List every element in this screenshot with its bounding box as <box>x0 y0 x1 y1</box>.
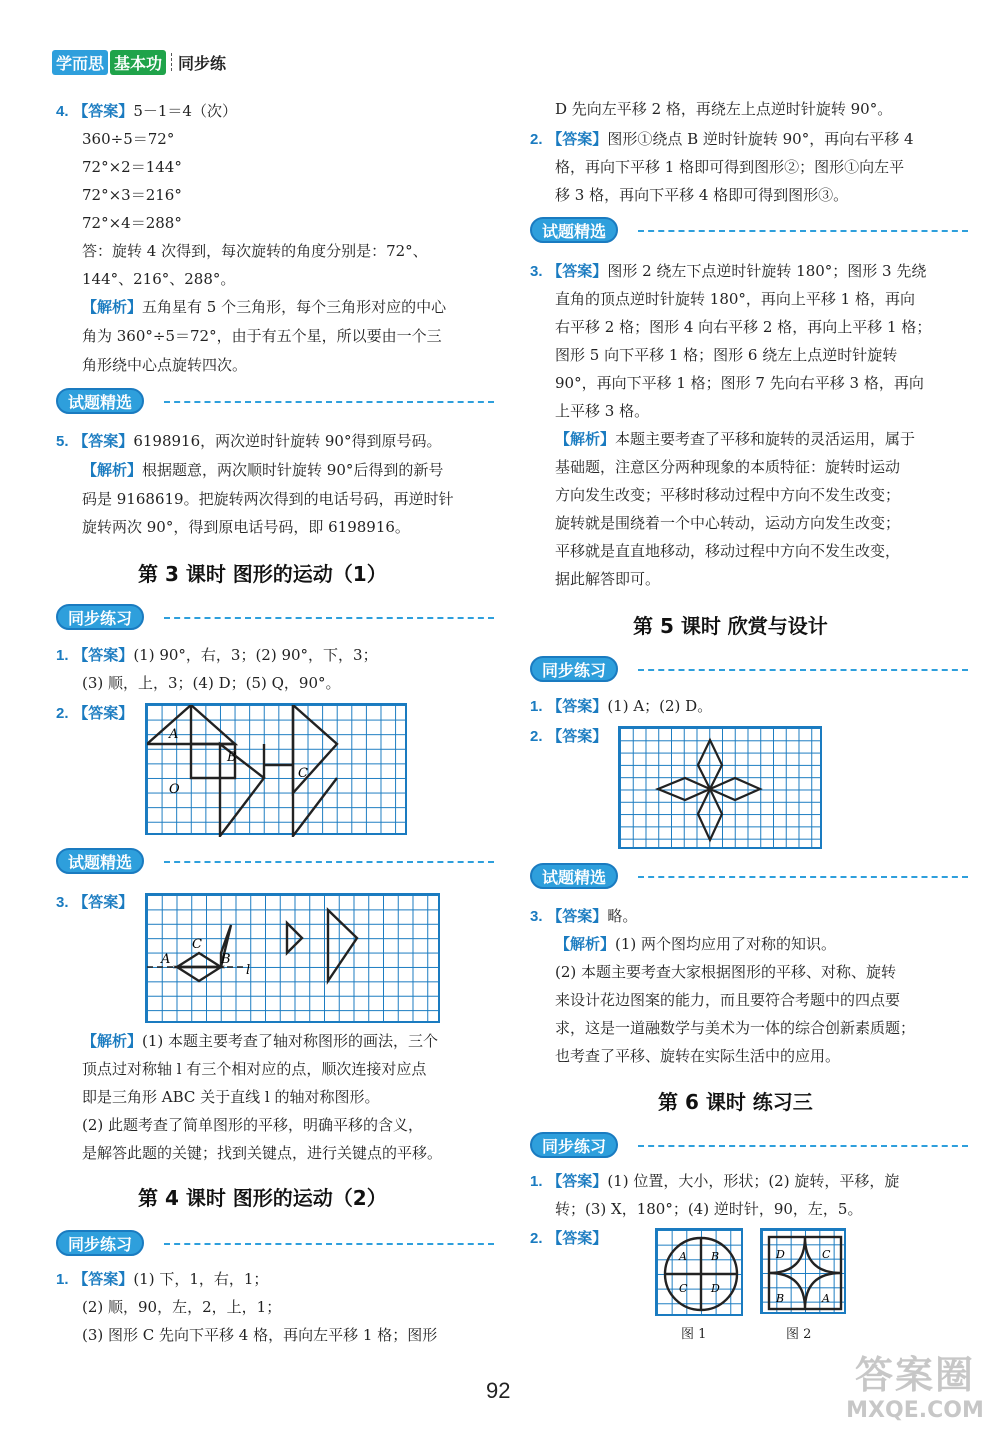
watermark-url: MXQE.COM <box>846 1398 984 1423</box>
petal-right <box>710 778 760 800</box>
figure-1-caption: 图 1 <box>681 1327 707 1342</box>
label-a: A <box>169 727 179 742</box>
l3-q1-line-1 <box>56 645 378 666</box>
l6-q1-line-2: 转；(3) X，180°；(4) 逆时针，90，左，5。 <box>555 1200 863 1218</box>
l5-q3-analysis-2: (2) 本题主要考查大家根据图形的平移、对称、旋转 <box>555 963 897 981</box>
section-label: 试题精选 <box>530 863 618 889</box>
r-q3-line-3: 右平移 2 格；图形 4 向右平移 2 格，再向上平移 1 格； <box>555 318 932 336</box>
label-d: D <box>711 1282 720 1295</box>
section-divider <box>164 401 494 403</box>
q4-analysis-text-1: 五角星有 5 个三角形，每个三角形对应的中心 <box>142 298 447 316</box>
q4-answer-line <box>56 101 237 122</box>
label-l: l <box>246 963 251 978</box>
watermark-logo: 答案圈 <box>854 1353 975 1397</box>
q5-analysis-1 <box>82 460 443 480</box>
section-practice-1 <box>56 604 496 632</box>
q5-answer: 6198916，两次逆时针旋转 90°得到原号码。 <box>133 432 442 450</box>
section-divider <box>638 230 968 232</box>
q5-answer-line <box>56 431 441 452</box>
l3-q2-shapes <box>147 705 409 837</box>
l4-q1-line-2: (2) 顺，90，左，2，上，1； <box>82 1298 282 1316</box>
r-continuation: D 先向左平移 2 格，再绕左上点逆时针旋转 90°。 <box>555 100 893 118</box>
r-q3-line-6: 上平移 3 格。 <box>555 402 650 420</box>
section-divider <box>638 669 968 671</box>
l3-q3-number: 3. <box>56 894 69 911</box>
q4-calc-2: 72°×2＝144° <box>82 158 182 176</box>
section-practice-2 <box>56 1230 496 1258</box>
answer-tag: 【答案】 <box>73 893 134 911</box>
q4-answer: 5－1＝4（次） <box>133 102 237 120</box>
analysis-tag: 【解析】 <box>555 935 616 953</box>
l5-q2-line <box>530 726 607 747</box>
q4-number: 4. <box>56 103 69 120</box>
l6-q1-number: 1. <box>530 1173 543 1190</box>
figure-2-caption: 图 2 <box>786 1327 812 1342</box>
section-divider <box>638 876 968 878</box>
label-d: D <box>776 1248 785 1261</box>
lesson-4-title: 第 4 课时 图形的运动（2） <box>138 1186 387 1210</box>
l3-analysis-3: 即是三角形 ABC 关于直线 l 的轴对称图形。 <box>82 1088 380 1106</box>
r-q3-analysis-2: 基础题，注意区分两种现象的本质特征：旋转时运动 <box>555 458 901 476</box>
l3-q1-line-2: (3) 顺，上，3；(4) D；(5) Q，90°。 <box>82 674 341 692</box>
l6-q1-text-1: (1) 位置，大小，形状；(2) 旋转，平移，旋 <box>607 1172 900 1190</box>
l3-q3-shapes <box>147 895 442 1025</box>
brand-xueersi: 学而思 <box>52 50 108 75</box>
r-q3-number: 3. <box>530 263 543 280</box>
section-divider <box>638 1145 968 1147</box>
lesson-5-title: 第 5 课时 欣赏与设计 <box>633 614 828 638</box>
l5-q3-analysis-text-1: (1) 两个图均应用了对称的知识。 <box>615 935 837 953</box>
answer-tag: 【答案】 <box>547 262 608 280</box>
l6-q2-figure-2 <box>760 1228 846 1314</box>
l5-q3-number: 3. <box>530 908 543 925</box>
l5-q3-analysis-1 <box>555 934 836 954</box>
q4-analysis-3: 角形绕中心点旋转四次。 <box>82 356 248 374</box>
section-label: 同步练习 <box>56 1230 144 1256</box>
l3-q2-grid-figure <box>145 703 407 835</box>
r-q3-analysis-6: 据此解答即可。 <box>555 570 661 588</box>
analysis-tag: 【解析】 <box>82 298 143 316</box>
r-q2-text-1: 图形①绕点 B 逆时针旋转 90°，再向右平移 4 <box>607 130 914 148</box>
figure-1-shapes <box>657 1230 745 1318</box>
label-a: A <box>822 1292 830 1305</box>
l5-q3-analysis-4: 求，这是一道融数学与美术为一体的综合创新素质题； <box>555 1019 916 1037</box>
q4-reply-2: 144°、216°、288°。 <box>82 270 236 288</box>
l5-q1-answer: (1) A；(2) D。 <box>607 697 713 715</box>
series-title: 同步练 <box>178 53 227 73</box>
answer-tag: 【答案】 <box>547 1172 608 1190</box>
answer-tag: 【答案】 <box>73 1270 134 1288</box>
l3-q1-number: 1. <box>56 647 69 664</box>
triangle-reflected <box>177 967 221 981</box>
l3-analysis-1 <box>82 1031 438 1051</box>
r-q3-text-1: 图形 2 绕左下点逆时针旋转 180°；图形 3 先绕 <box>607 262 927 280</box>
section-selected-3 <box>530 217 970 245</box>
r-q3-analysis-4: 旋转就是围绕着一个中心转动，运动方向发生改变； <box>555 514 901 532</box>
petal-left <box>658 778 710 800</box>
l3-q3-grid-figure <box>145 893 440 1023</box>
r-q3-analysis-text-1: 本题主要考查了平移和旋转的灵活运用，属于 <box>615 430 916 448</box>
r-q2-line-1 <box>530 129 914 150</box>
answer-tag: 【答案】 <box>547 130 608 148</box>
answer-tag: 【答案】 <box>547 727 608 745</box>
l5-q2-grid-figure <box>618 726 822 849</box>
l4-q1-number: 1. <box>56 1271 69 1288</box>
q4-calc-1: 360÷5＝72° <box>82 130 175 148</box>
section-label: 同步练习 <box>530 1132 618 1158</box>
watermark <box>840 1352 990 1432</box>
l3-analysis-5: 是解答此题的关键；找到关键点，进行关键点的平移。 <box>82 1144 443 1162</box>
lesson-6-title: 第 6 课时 练习三 <box>658 1090 813 1114</box>
q4-calc-4: 72°×4＝288° <box>82 214 182 232</box>
label-c: C <box>822 1248 831 1261</box>
section-selected-1 <box>56 388 496 416</box>
answer-tag: 【答案】 <box>547 907 608 925</box>
q5-analysis-text-1: 根据题意，两次顺时针旋转 90°后得到的新号 <box>142 461 444 479</box>
r-q3-analysis-5: 平移就是直直地移动，移动过程中方向不发生改变， <box>555 542 901 560</box>
l5-q1-line <box>530 696 712 717</box>
label-c: C <box>298 766 308 781</box>
petal-top <box>698 740 722 789</box>
q4-analysis-2: 角为 360°÷5＝72°，由于有五个星，所以要由一个三 <box>82 327 442 345</box>
r-q3-line-4: 图形 5 向下平移 1 格；图形 6 绕左上点逆时针旋转 <box>555 346 898 364</box>
l4-q1-line-1 <box>56 1269 268 1290</box>
answer-tag: 【答案】 <box>73 432 134 450</box>
answer-tag: 【答案】 <box>547 1229 608 1247</box>
answer-tag: 【答案】 <box>73 102 134 120</box>
section-practice-3 <box>530 656 970 684</box>
r-q2-number: 2. <box>530 131 543 148</box>
l3-q1-text-1: (1) 90°，右，3；(2) 90°，下，3； <box>133 646 378 664</box>
section-label: 同步练习 <box>56 604 144 630</box>
label-c: C <box>679 1282 688 1295</box>
label-b: B <box>776 1292 785 1305</box>
l5-q3-answer: 略。 <box>607 907 638 925</box>
q4-reply-1: 答：旋转 4 次得到，每次旋转的角度分别是：72°、 <box>82 242 428 260</box>
analysis-tag: 【解析】 <box>555 430 616 448</box>
l6-q2-line <box>530 1228 607 1249</box>
r-q3-line-5: 90°，再向下平移 1 格；图形 7 先向右平移 3 格，再向 <box>555 374 924 392</box>
l3-q3-line <box>56 892 133 913</box>
l5-q3-analysis-5: 也考查了平移、旋转在实际生活中的应用。 <box>555 1047 841 1065</box>
r-q3-analysis-1 <box>555 429 915 449</box>
label-b: B <box>711 1250 720 1263</box>
r-q2-line-2: 格，再向下平移 1 格即可得到图形②；图形①向左平 <box>555 158 905 176</box>
answer-tag: 【答案】 <box>73 704 134 722</box>
l5-q1-number: 1. <box>530 698 543 715</box>
q5-number: 5. <box>56 433 69 450</box>
l6-q1-line-1 <box>530 1171 899 1192</box>
section-label: 同步练习 <box>530 656 618 682</box>
q5-analysis-3: 旋转两次 90°，得到原电话号码，即 6198916。 <box>82 518 410 536</box>
l3-q2-number: 2. <box>56 705 69 722</box>
l4-q1-text-1: (1) 下，1，右，1； <box>133 1270 269 1288</box>
section-divider <box>164 861 494 863</box>
answer-tag: 【答案】 <box>73 646 134 664</box>
section-label: 试题精选 <box>56 388 144 414</box>
answer-tag: 【答案】 <box>547 697 608 715</box>
figure-2-shapes <box>762 1230 848 1316</box>
label-a: A <box>679 1250 687 1263</box>
label-c: C <box>192 937 202 952</box>
brand-jibengong: 基本功 <box>110 50 166 75</box>
l3-analysis-2: 顶点过对称轴 l 有三个相对应的点，顺次连接对应点 <box>82 1060 427 1078</box>
l5-q2-number: 2. <box>530 728 543 745</box>
section-practice-4 <box>530 1132 970 1160</box>
section-selected-4 <box>530 863 970 891</box>
l6-q2-figure-1 <box>655 1228 743 1316</box>
header-divider <box>171 53 173 71</box>
petal-bottom <box>698 789 722 840</box>
q4-calc-3: 72°×3＝216° <box>82 186 182 204</box>
section-divider <box>164 1243 494 1245</box>
r-q3-line-1 <box>530 261 926 282</box>
r-q3-line-2: 直角的顶点逆时针旋转 180°，再向上平移 1 格，再向 <box>555 290 915 308</box>
lesson-3-title: 第 3 课时 图形的运动（1） <box>138 562 387 586</box>
q4-analysis-1 <box>82 297 446 317</box>
l3-analysis-4: (2) 此题考查了简单图形的平移，明确平移的含义， <box>82 1116 424 1134</box>
label-b: B <box>227 750 237 765</box>
l3-analysis-text-1: (1) 本题主要考查了轴对称图形的画法，三个 <box>142 1032 439 1050</box>
triangle-abc <box>177 953 221 967</box>
section-label: 试题精选 <box>56 848 144 874</box>
l4-q1-line-3: (3) 图形 C 先向下平移 4 格，再向左平移 1 格；图形 <box>82 1326 438 1344</box>
large-triangle <box>328 910 357 981</box>
l6-q2-number: 2. <box>530 1230 543 1247</box>
analysis-tag: 【解析】 <box>82 461 143 479</box>
small-triangle <box>287 923 302 953</box>
header-logo <box>52 50 226 74</box>
label-a: A <box>161 952 171 967</box>
section-label: 试题精选 <box>530 217 618 243</box>
l5-q3-line <box>530 906 637 927</box>
section-divider <box>164 617 494 619</box>
analysis-tag: 【解析】 <box>82 1032 143 1050</box>
r-q2-line-3: 移 3 格，再向下平移 4 格即可得到图形③。 <box>555 186 849 204</box>
r-q3-analysis-3: 方向发生改变；平移时移动过程中方向不发生改变； <box>555 486 901 504</box>
page-number: 92 <box>486 1378 511 1403</box>
label-b: B <box>221 952 231 967</box>
l5-q2-flower <box>620 728 824 851</box>
label-o: O <box>169 782 180 797</box>
q5-analysis-2: 码是 9168619。把旋转两次得到的电话号码，再逆时针 <box>82 490 454 508</box>
l5-q3-analysis-3: 来设计花边图案的能力，而且要符合考题中的四点要 <box>555 991 901 1009</box>
section-selected-2 <box>56 848 496 876</box>
l3-q2-line <box>56 703 133 724</box>
